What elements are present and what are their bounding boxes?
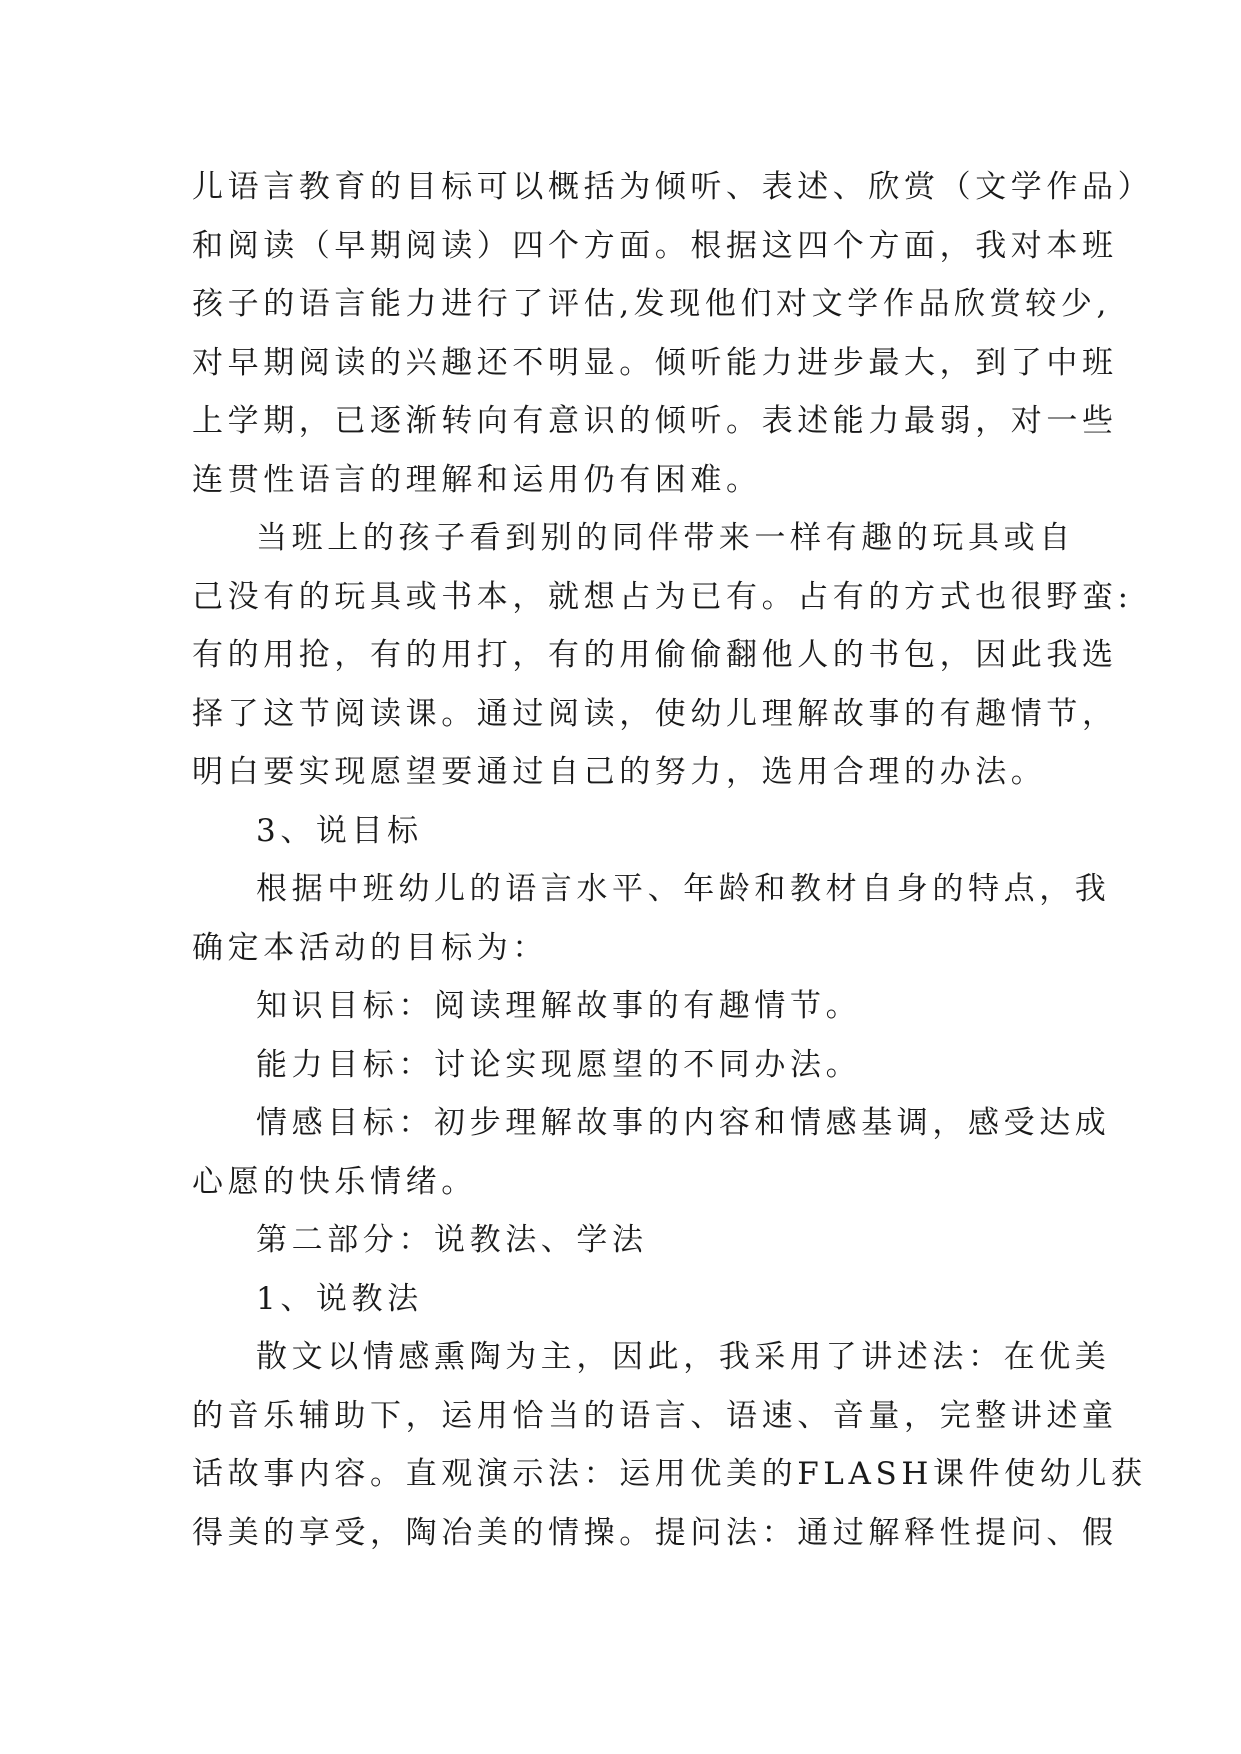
text-line: 有的用抢，有的用打，有的用偷偷翻他人的书包，因此我选 bbox=[192, 637, 1118, 673]
text-line: 连贯性语言的理解和运用仍有困难。 bbox=[192, 461, 762, 498]
text-line: 择了这节阅读课。通过阅读，使幼儿理解故事的有趣情节， bbox=[192, 695, 1118, 732]
section-heading: 3、说目标 bbox=[256, 812, 423, 849]
text-line: 对早期阅读的兴趣还不明显。倾听能力进步最大，到了中班 bbox=[192, 344, 1118, 381]
text-line: 明白要实现愿望要通过自己的努力，选用合理的办法。 bbox=[192, 754, 1047, 790]
text-line: 话故事内容。直观演示法：运用优美的FLASH课件使幼儿获 bbox=[192, 1456, 1147, 1492]
text-line: 孩子的语言能力进行了评估,发现他们对文学作品欣赏较少, bbox=[192, 286, 1111, 322]
goal-knowledge: 知识目标：阅读理解故事的有趣情节。 bbox=[256, 988, 862, 1024]
text-line: 根据中班幼儿的语言水平、年龄和教材自身的特点，我 bbox=[256, 871, 1111, 907]
text-line: 儿语言教育的目标可以概括为倾听、表述、欣赏（文学作品） bbox=[192, 169, 1154, 205]
text-line: 散文以情感熏陶为主，因此，我采用了讲述法：在优美 bbox=[256, 1339, 1111, 1375]
text-line: 心愿的快乐情绪。 bbox=[192, 1163, 477, 1200]
text-line: 确定本活动的目标为： bbox=[192, 929, 548, 966]
text-line: 上学期，已逐渐转向有意识的倾听。表述能力最弱，对一些 bbox=[192, 403, 1118, 439]
text-line: 己没有的玩具或书本，就想占为已有。占有的方式也很野蛮: bbox=[192, 578, 1133, 615]
text-line: 当班上的孩子看到别的同伴带来一样有趣的玩具或自 bbox=[256, 520, 1075, 556]
part-heading: 第二部分：说教法、学法 bbox=[256, 1222, 648, 1258]
text-line: 和阅读（早期阅读）四个方面。根据这四个方面，我对本班 bbox=[192, 227, 1118, 264]
section-heading: 1、说教法 bbox=[256, 1280, 423, 1317]
goal-ability: 能力目标：讨论实现愿望的不同办法。 bbox=[256, 1046, 862, 1083]
document-body bbox=[192, 158, 1154, 1562]
text-line: 得美的享受，陶冶美的情操。提问法：通过解释性提问、假 bbox=[192, 1514, 1118, 1551]
text-line: 的音乐辅助下，运用恰当的语言、语速、音量，完整讲述童 bbox=[192, 1397, 1118, 1434]
goal-emotion: 情感目标：初步理解故事的内容和情感基调，感受达成 bbox=[256, 1105, 1111, 1141]
